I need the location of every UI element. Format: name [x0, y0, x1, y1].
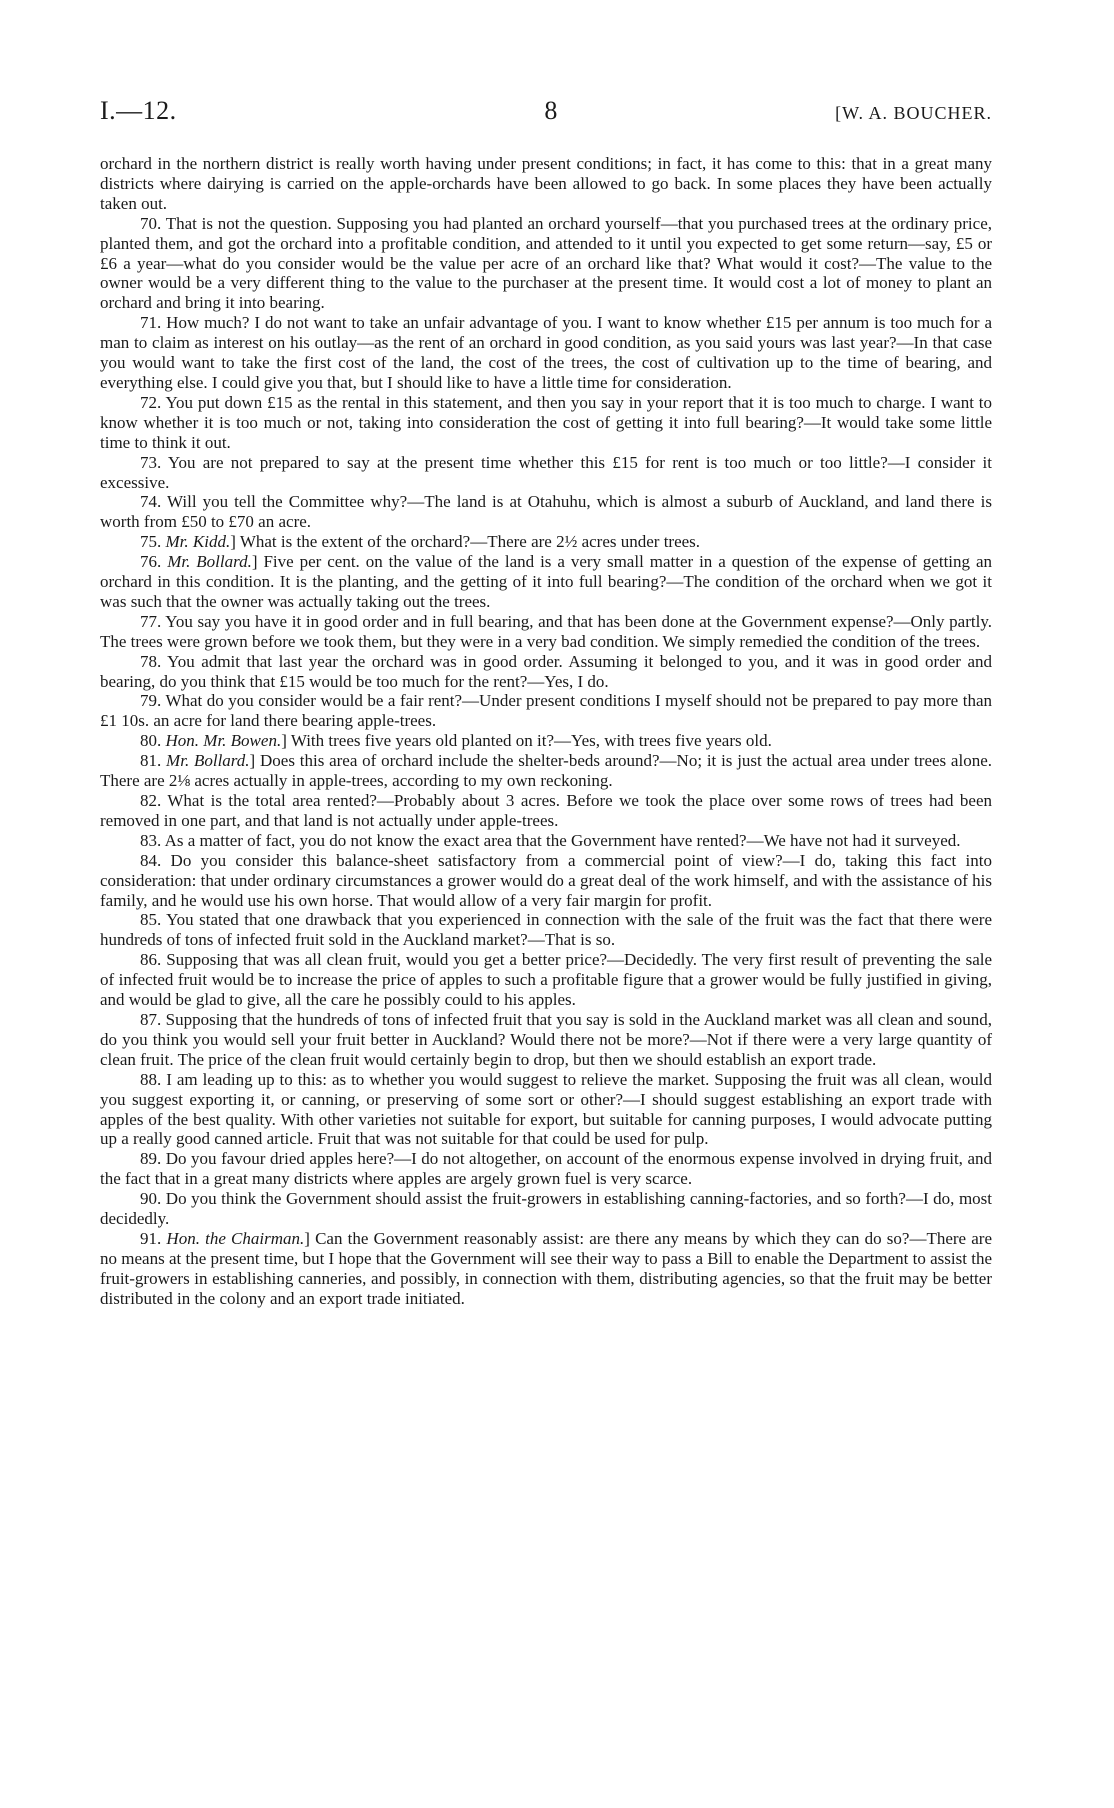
- paper-reference: I.—12.: [100, 96, 177, 125]
- paragraph: 75. Mr. Kidd.] What is the extent of the orchard?—There are 2½ acres under trees.: [140, 532, 701, 552]
- paragraph: 74. Will you tell the Committee why?—The land is at Otahuhu, which is almost a suburb of Auckland, and land there is worth from £50 to £70 an acre.: [100, 492, 992, 532]
- paragraph: 87. Supposing that the hundreds of tons of infected fruit that you say is sold in the Auckland market was all clean and sound, do you think you would sell your fruit better in Auckland? Would there not be more?—Not if there were a very large quantity of clean fruit. The price of the clean fruit would certainly begin to drop, but then we should establish an export trade.: [100, 1009, 992, 1069]
- paragraph: 70. That is not the question. Supposing you had planted an orchard yourself—that you purchased trees at the ordinary price, planted them, and got the orchard into a profitable condition, and attended to it until you expected to get some return—say, £5 or £6 a year—what do you consider would be the value per acre of an orchard like that? What would it cost?—The value to the owner would be a very different thing to the value to the purchaser at the present time. It would cost a lot of money to plant an orchard and bring it into bearing.: [100, 213, 992, 313]
- paragraph: 85. You stated that one drawback that you experienced in connection with the sale of the fruit was the fact that there were hundreds of tons of infected fruit sold in the Auckland market?—That is so.: [100, 910, 992, 950]
- question-number: 70.: [140, 213, 162, 233]
- speaker-name: Hon. Mr. Bowen.: [165, 731, 282, 751]
- paragraph: 80. Hon. Mr. Bowen.] With trees five years old planted on it?—Yes, with trees five years old.: [140, 731, 772, 751]
- paragraph: 89. Do you favour dried apples here?—I do not altogether, on account of the enormous expense involved in drying fruit, and the fact that in a great many districts where apples are argely grown fuel is very scarce.: [100, 1149, 992, 1189]
- question-number: 90.: [140, 1189, 162, 1209]
- question-number: 86.: [140, 950, 162, 970]
- question-number: 78.: [140, 651, 162, 671]
- question-number: 81.: [140, 751, 162, 771]
- question-number: 76.: [140, 552, 162, 572]
- question-number: 75.: [140, 532, 162, 552]
- question-number: 72.: [140, 392, 162, 412]
- paragraph: 81. Mr. Bollard.] Does this area of orchard include the shelter-beds around?—No; it is just the actual area under trees alone. There are 2⅛ acres actually in apple-trees, according to my own reckoning.: [100, 751, 992, 791]
- paragraph: 72. You put down £15 as the rental in this statement, and then you say in your report that it is too much to charge. I want to know whether it is too much or not, taking into consideration the cost of getting it into full bearing?—It would take some little time to think it out.: [100, 392, 992, 452]
- page-header: [100, 96, 992, 126]
- speaker-name: Mr. Bollard.: [167, 552, 252, 572]
- paragraph: 77. You say you have it in good order and in full bearing, and that has been done at the Government expense?—Only partly. The trees were grown before we took them, but they were in a very bad condition. We simply remedied the condition of the trees.: [100, 611, 992, 651]
- question-number: 74.: [140, 492, 162, 512]
- speaker-name: Mr. Kidd.: [165, 532, 231, 552]
- evidence-text: [100, 154, 992, 1309]
- paragraph: 83. As a matter of fact, you do not know the exact area that the Government have rented?—We have not had it surveyed.: [140, 830, 961, 850]
- question-number: 88.: [140, 1069, 162, 1089]
- question-number: 80.: [140, 731, 162, 751]
- paragraph: 91. Hon. the Chairman.] Can the Government reasonably assist: are there any means by which they can do so?—There are no means at the present time, but I hope that the Government will see their way to pass a Bill to enable the Department to assist the fruit-growers in establishing canneries, and possibly, in connection with them, distributing agencies, so that the fruit may be better distributed in the colony and an export trade initiated.: [100, 1228, 993, 1308]
- paragraph: 90. Do you think the Government should assist the fruit-growers in establishing canning-factories, and so forth?—I do, most decidedly.: [100, 1189, 992, 1229]
- paragraph: 86. Supposing that was all clean fruit, would you get a better price?—Decidedly. The very first result of preventing the sale of infected fruit would be to increase the price of apples to such a profitable figure that a grower would be fully justified in giving, and would be glad to give, all the care he possibly could to his apples.: [100, 950, 993, 1010]
- page-number: 8: [544, 96, 558, 125]
- speaker-name: Hon. the Chairman.: [166, 1228, 305, 1248]
- question-number: 79.: [140, 691, 162, 711]
- question-number: 71.: [140, 313, 162, 333]
- question-number: 91.: [140, 1228, 162, 1248]
- paragraph: 76. Mr. Bollard.] Five per cent. on the value of the land is a very small matter in a question of the expense of getting an orchard in this condition. It is the planting, and the getting of it into full bearing?—The condition of the orchard when we got it was such that the owner was actually taking out the trees.: [100, 552, 992, 611]
- paragraph: 79. What do you consider would be a fair rent?—Under present conditions I myself should not be prepared to pay more than £1 10s. an acre for land there bearing apple-trees.: [100, 691, 992, 731]
- paragraph: 88. I am leading up to this: as to whether you would suggest to relieve the market. Supposing the fruit was all clean, would you suggest exporting it, or canning, or preserving of some sort or other?—I should suggest establishing an export trade with apples of the best quality. With other varieties not suitable for export, but suitable for canning purposes, I would advocate putting up a really good canned article. Fruit that was not suitable for that could be used for pulp.: [100, 1069, 993, 1149]
- question-number: 87.: [140, 1009, 162, 1029]
- document-page: [100, 96, 992, 1309]
- question-number: 83.: [140, 830, 162, 850]
- question-number: 85.: [140, 910, 162, 930]
- paragraph: 78. You admit that last year the orchard was in good order. Assuming it belonged to you, and it was in good order and bearing, do you think that £15 would be too much for the rent?—Yes, I do.: [100, 651, 993, 691]
- question-number: 89.: [140, 1149, 162, 1169]
- witness-name: [W. A. BOUCHER.: [835, 103, 992, 123]
- question-number: 82.: [140, 791, 162, 810]
- paragraph: 82. What is the total area rented?—Probably about 3 acres. Before we took the place over some rows of trees had been removed in one part, and that land is not actually under apple-trees.: [100, 791, 992, 830]
- paragraph: orchard in the northern district is really worth having under present conditions; in fact, it has come to this: that in a great many districts where dairying is carried on the apple-orchards have been allowed to go back. In some places they have been actually taken out.: [100, 154, 992, 213]
- paragraph: 73. You are not prepared to say at the present time whether this £15 for rent is too much or too little?—I consider it excessive.: [100, 452, 993, 492]
- question-number: 73.: [140, 452, 162, 472]
- question-number: 84.: [140, 850, 162, 870]
- speaker-name: Mr. Bollard.: [166, 751, 250, 771]
- question-number: 77.: [140, 611, 162, 631]
- paragraph: 84. Do you consider this balance-sheet satisfactory from a commercial point of view?—I do, taking this fact into consideration: that under ordinary circumstances a grower would do a great deal of the work himself, and with the assistance of his family, and he would use his own horse. That would allow of a very fair margin for profit.: [100, 850, 992, 910]
- paragraph: 71. How much? I do not want to take an unfair advantage of you. I want to know whether £15 per annum is too much for a man to claim as interest on his outlay—as the rent of an orchard in good condition, as you said yours was last year?—In that case you would want to take the first cost of the land, the cost of the trees, the cost of cultivation up to the time of bearing, and everything else. I could give you that, but I should like to have a little time for consideration.: [100, 313, 993, 392]
